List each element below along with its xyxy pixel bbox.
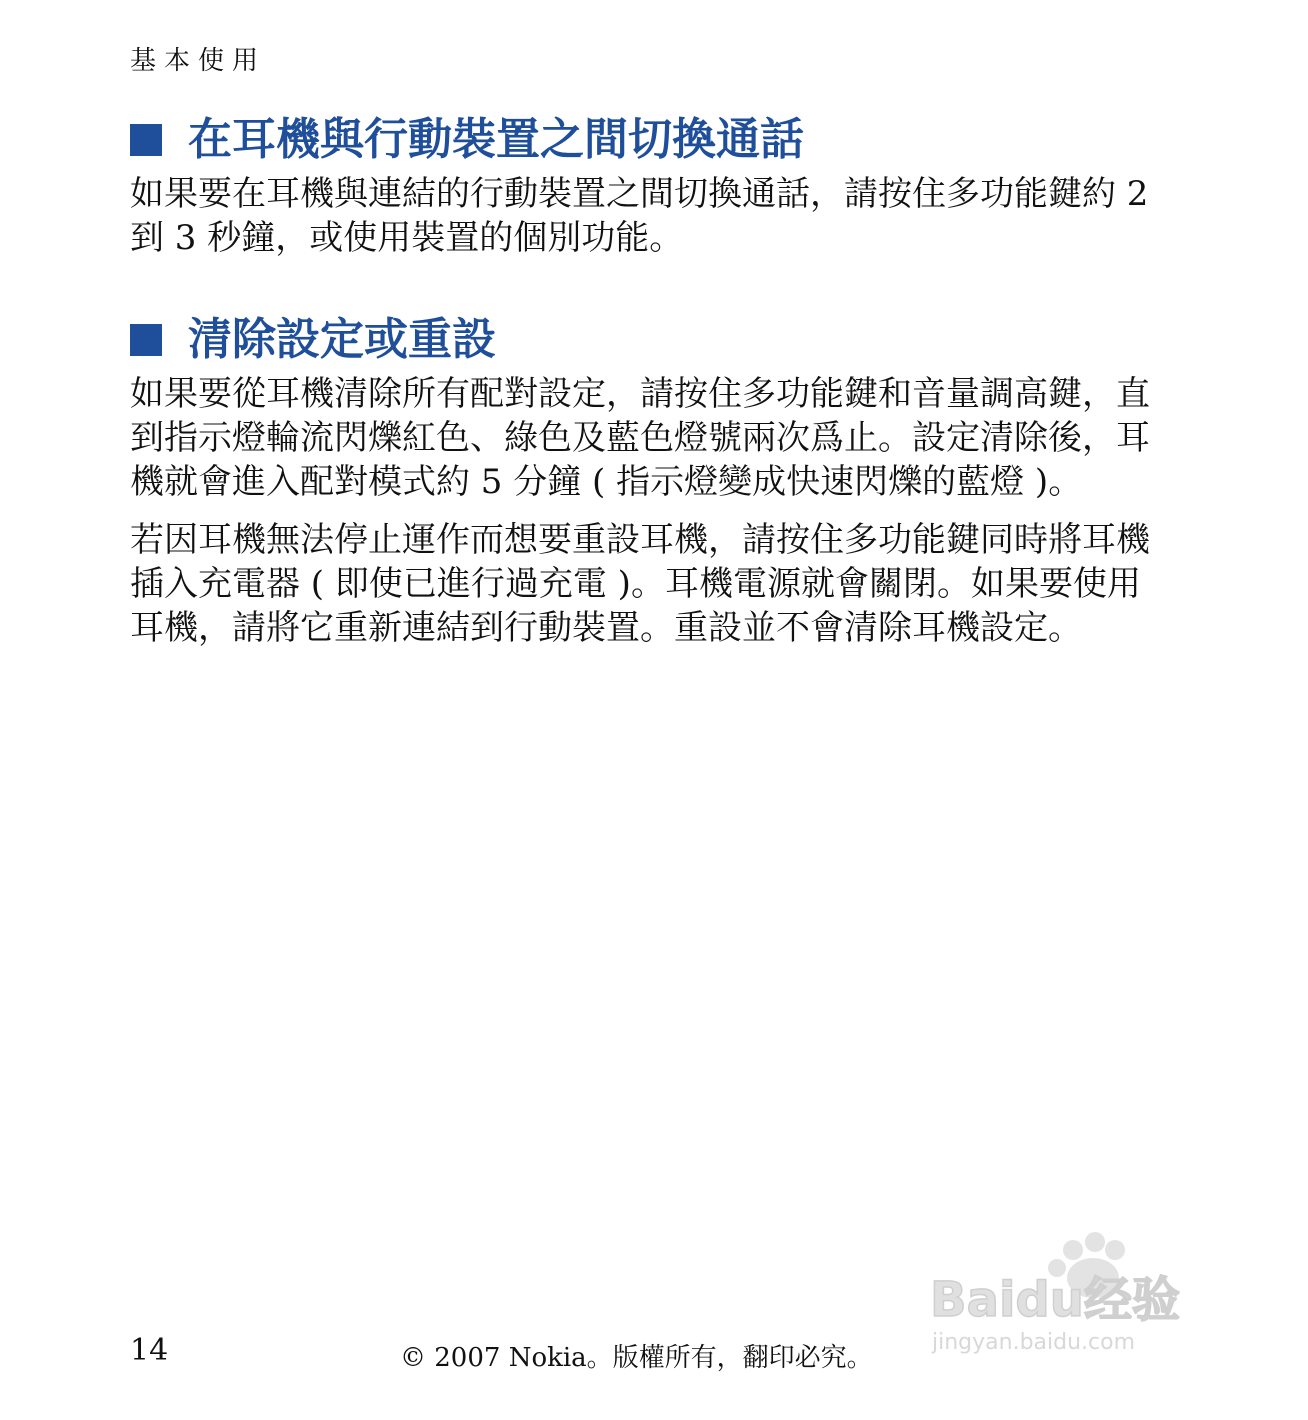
square-bullet-icon [130,324,162,356]
section-clear-reset [130,312,1160,650]
section-title [130,112,1160,168]
page-number: 14 [130,1333,169,1368]
paragraph: 如果要在耳機與連結的行動裝置之間切換通話，請按住多功能鍵約 2 到 3 秒鐘，或使用裝置的個別功能。 [130,174,1149,258]
paragraph: 若因耳機無法停止運作而想要重設耳機，請按住多功能鍵同時將耳機插入充電器 ( 即使已進行過充電 )。耳機電源就會關閉。如果要使用耳機，請將它重新連結到行動裝置。重設並不會清除耳機設定。 [130,520,1150,648]
section-title [130,312,1160,368]
section-title-text: 清除設定或重設 [188,314,496,365]
watermark-brand: Baidu经验 [930,1272,1180,1328]
square-bullet-icon [130,124,162,156]
section-switch-call [130,112,1160,260]
watermark-url: jingyan.baidu.com [932,1330,1136,1355]
section-title-text: 在耳機與行動裝置之間切換通話 [188,114,804,165]
page-header: 基本使用 [130,46,267,76]
copyright-notice: © 2007 Nokia。版權所有，翻印必究。 [400,1343,873,1373]
paragraph: 如果要從耳機清除所有配對設定，請按住多功能鍵和音量調高鍵，直到指示燈輪流閃爍紅色、綠色及藍色燈號兩次爲止。設定清除後，耳機就會進入配對模式約 5 分鐘 ( 指示燈變成快速閃爍的藍燈 )。 [130,374,1150,502]
